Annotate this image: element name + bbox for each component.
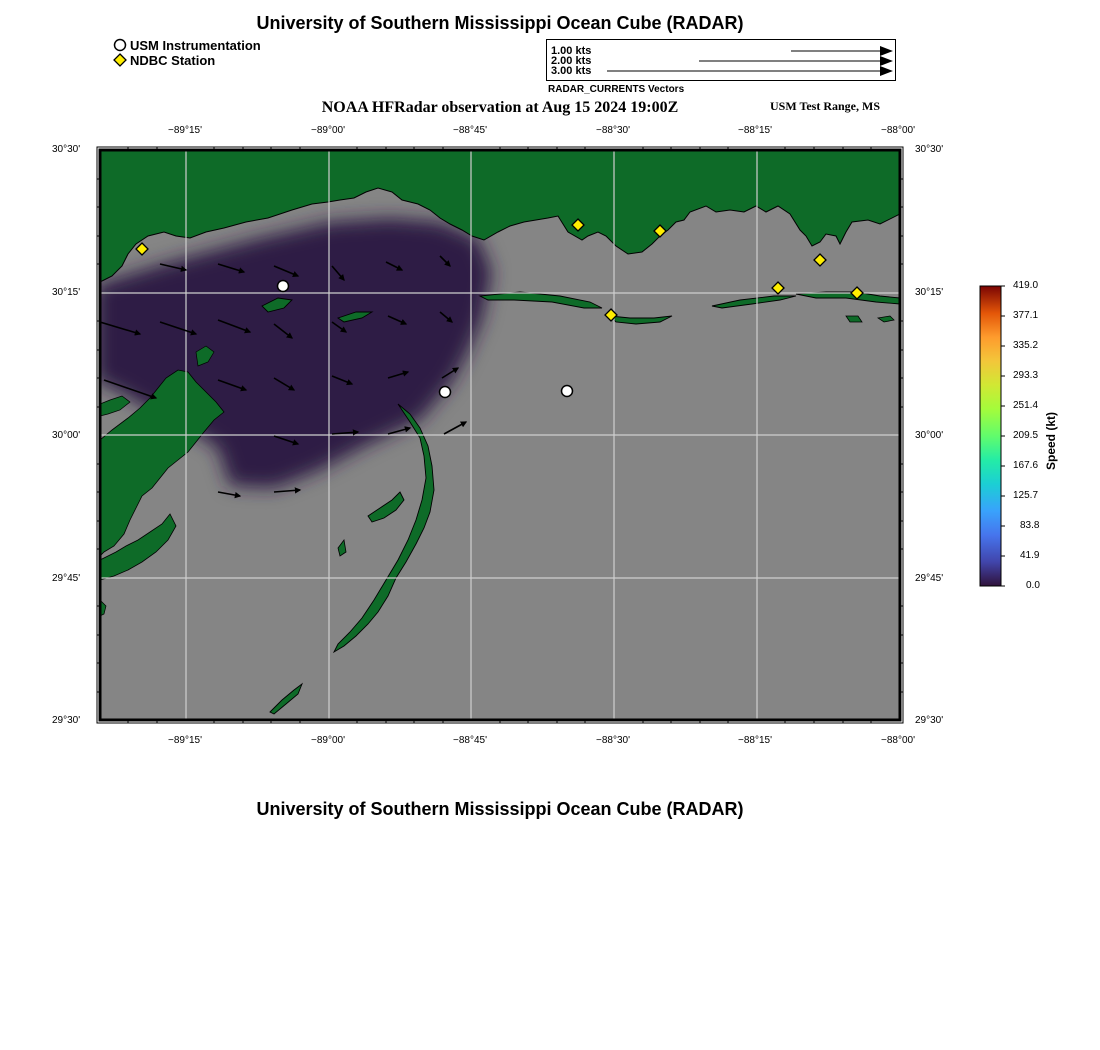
lon-tick-bottom-6: −88°00' [881, 735, 915, 746]
colorbar-tick-10: 41.9 [1020, 550, 1040, 561]
lon-tick-top-6: −88°00' [881, 125, 915, 136]
usm-instrument-marker [562, 386, 573, 397]
legend-symbols [112, 38, 132, 74]
colorbar-tick-8: 125.7 [1013, 490, 1039, 501]
lon-tick-bottom-4: −88°30' [596, 735, 630, 746]
lat-tick-right-3: 30°00' [915, 430, 944, 441]
colorbar-tick-7: 167.6 [1013, 460, 1039, 471]
colorbar-tick-6: 209.5 [1013, 430, 1039, 441]
vector-scale-2: 2.00 kts [551, 55, 592, 67]
lon-tick-top-2: −89°00' [311, 125, 345, 136]
lat-tick-right-1: 30°30' [915, 144, 944, 155]
vector-scale-1: 1.00 kts [551, 45, 592, 57]
bottom-title: University of Southern Mississippi Ocean Cube (RADAR) [256, 799, 744, 819]
lat-tick-right-4: 29°45' [915, 573, 944, 584]
range-label: USM Test Range, MS [770, 99, 881, 113]
vector-scale-3: 3.00 kts [551, 65, 592, 77]
lon-tick-bottom-2: −89°00' [311, 735, 345, 746]
usm-circle-icon [115, 40, 126, 51]
lon-tick-bottom-1: −89°15' [168, 735, 202, 746]
page-title: University of Southern Mississippi Ocean Cube (RADAR) [256, 13, 744, 33]
lon-tick-top-1: −89°15' [168, 125, 202, 136]
legend-ndbc-label: NDBC Station [130, 53, 216, 68]
map-subtitle: NOAA HFRadar observation at Aug 15 2024 19:00Z [321, 99, 679, 116]
vector-scale-arrows [547, 40, 895, 80]
lat-tick-right-2: 30°15' [915, 287, 944, 298]
vector-legend-box [546, 39, 896, 81]
colorbar-tick-4: 293.3 [1013, 370, 1039, 381]
usm-instrument-marker [278, 281, 289, 292]
colorbar-tick-2: 377.1 [1013, 310, 1039, 321]
colorbar-tick-1: 419.0 [1013, 280, 1039, 291]
colorbar-tick-5: 251.4 [1013, 400, 1039, 411]
lat-tick-left-4: 29°45' [52, 573, 81, 584]
ndbc-diamond-icon [114, 54, 126, 66]
lat-tick-right-5: 29°30' [915, 715, 944, 726]
lon-tick-bottom-5: −88°15' [738, 735, 772, 746]
colorbar [976, 282, 1008, 590]
lat-tick-left-2: 30°15' [52, 287, 81, 298]
ocean-map[interactable] [94, 144, 908, 728]
colorbar-title: Speed (kt) [1044, 411, 1058, 470]
lon-tick-bottom-3: −88°45' [453, 735, 487, 746]
lat-tick-left-1: 30°30' [52, 144, 81, 155]
lon-tick-top-5: −88°15' [738, 125, 772, 136]
colorbar-tick-3: 335.2 [1013, 340, 1039, 351]
legend-usm-label: USM Instrumentation [130, 38, 261, 53]
usm-instrument-marker [440, 387, 451, 398]
colorbar-tick-11: 0.0 [1026, 580, 1040, 591]
lat-tick-left-5: 29°30' [52, 715, 81, 726]
lon-tick-top-3: −88°45' [453, 125, 487, 136]
colorbar-tick-9: 83.8 [1020, 520, 1040, 531]
lon-tick-top-4: −88°30' [596, 125, 630, 136]
vector-legend-caption: RADAR_CURRENTS Vectors [548, 84, 685, 95]
lat-tick-left-3: 30°00' [52, 430, 81, 441]
